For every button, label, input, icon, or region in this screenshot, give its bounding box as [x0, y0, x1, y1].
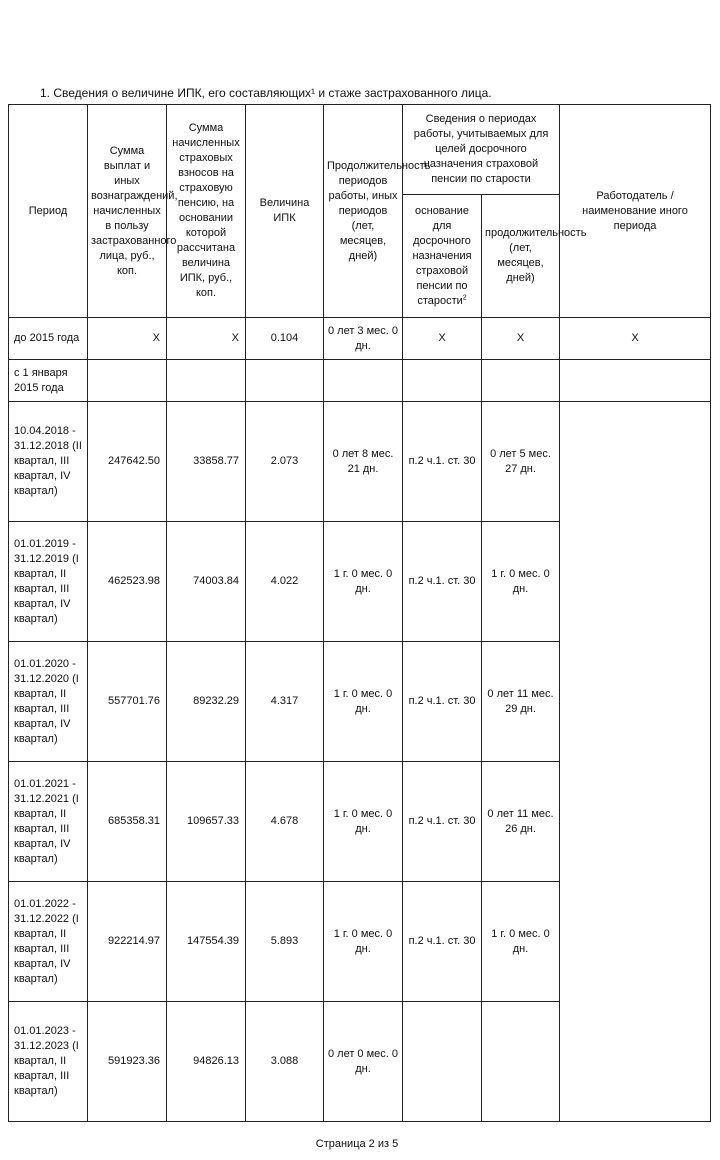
cell-basis — [403, 1002, 482, 1122]
cell-ipk: 0.104 — [246, 318, 324, 360]
cell-early-duration — [482, 360, 560, 402]
cell-payments — [88, 360, 167, 402]
cell-duration: 1 г. 0 мес. 0 дн. — [324, 522, 403, 642]
header-early-duration: продолжительность (лет, месяцев, дней) — [482, 195, 560, 318]
cell-duration: 1 г. 0 мес. 0 дн. — [324, 642, 403, 762]
cell-employer — [560, 522, 711, 642]
cell-early-duration: 0 лет 5 мес. 27 дн. — [482, 402, 560, 522]
cell-duration: 1 г. 0 мес. 0 дн. — [324, 882, 403, 1002]
cell-period: до 2015 года — [9, 318, 88, 360]
cell-contributions: X — [167, 318, 246, 360]
cell-basis: п.2 ч.1. ст. 30 — [403, 882, 482, 1002]
cell-employer — [560, 360, 711, 402]
cell-early-duration: X — [482, 318, 560, 360]
cell-period: 01.01.2022 - 31.12.2022 (I квартал, II квартал, III квартал, IV квартал) — [9, 882, 88, 1002]
header-payments: Сумма выплат и иных вознаграждений, начисленных в пользу застрахованного лица, руб., коп. — [88, 105, 167, 318]
table-row — [9, 318, 711, 360]
table-row — [9, 360, 711, 402]
cell-payments: 922214.97 — [88, 882, 167, 1002]
cell-contributions — [167, 360, 246, 402]
cell-basis: п.2 ч.1. ст. 30 — [403, 402, 482, 522]
cell-early-duration — [482, 1002, 560, 1122]
cell-period: с 1 января 2015 года — [9, 360, 88, 402]
header-period: Период — [9, 105, 88, 318]
cell-early-duration: 1 г. 0 мес. 0 дн. — [482, 882, 560, 1002]
table-row — [9, 522, 711, 642]
header-employer: Работодатель / наименование иного периода — [560, 105, 711, 318]
cell-payments: 247642.50 — [88, 402, 167, 522]
cell-duration: 1 г. 0 мес. 0 дн. — [324, 762, 403, 882]
table-row — [9, 882, 711, 1002]
cell-employer: X — [560, 318, 711, 360]
cell-contributions: 147554.39 — [167, 882, 246, 1002]
cell-ipk: 5.893 — [246, 882, 324, 1002]
cell-ipk: 4.317 — [246, 642, 324, 762]
cell-employer — [560, 642, 711, 762]
cell-contributions: 74003.84 — [167, 522, 246, 642]
cell-employer — [560, 1002, 711, 1122]
cell-early-duration: 0 лет 11 мес. 29 дн. — [482, 642, 560, 762]
cell-employer — [560, 762, 711, 882]
cell-basis: п.2 ч.1. ст. 30 — [403, 642, 482, 762]
header-duration: Продолжительность периодов работы, иных периодов (лет, месяцев, дней) — [324, 105, 403, 318]
cell-basis: X — [403, 318, 482, 360]
cell-early-duration: 0 лет 11 мес. 26 дн. — [482, 762, 560, 882]
cell-payments: X — [88, 318, 167, 360]
cell-period: 01.01.2023 - 31.12.2023 (I квартал, II квартал, III квартал) — [9, 1002, 88, 1122]
cell-ipk: 3.088 — [246, 1002, 324, 1122]
footnote-marker: 2 — [462, 293, 467, 301]
cell-period: 10.04.2018 - 31.12.2018 (II квартал, III квартал, IV квартал) — [9, 402, 88, 522]
cell-duration: 0 лет 8 мес. 21 дн. — [324, 402, 403, 522]
table-row — [9, 402, 711, 522]
ipk-table — [8, 104, 711, 1122]
cell-contributions: 109657.33 — [167, 762, 246, 882]
cell-contributions: 89232.29 — [167, 642, 246, 762]
cell-ipk: 4.678 — [246, 762, 324, 882]
cell-duration — [324, 360, 403, 402]
header-early-basis: основание для досрочного назначения страховой пенсии по старости$^2$ — [403, 195, 482, 318]
cell-basis: п.2 ч.1. ст. 30 — [403, 762, 482, 882]
table-row — [9, 762, 711, 882]
table-row — [9, 1002, 711, 1122]
cell-payments: 685358.31 — [88, 762, 167, 882]
cell-contributions: 33858.77 — [167, 402, 246, 522]
cell-ipk: 2.073 — [246, 402, 324, 522]
section-title: 1. Сведения о величине ИПК, его составляющих¹ и стаже застрахованного лица. — [40, 86, 492, 100]
header-contributions: Сумма начисленных страховых взносов на страховую пенсию, на основании которой рассчитана величина ИПК, руб., коп. — [167, 105, 246, 318]
cell-duration: 0 лет 3 мес. 0 дн. — [324, 318, 403, 360]
cell-period: 01.01.2019 - 31.12.2019 (I квартал, II квартал, III квартал, IV квартал) — [9, 522, 88, 642]
cell-period: 01.01.2021 - 31.12.2021 (I квартал, II квартал, III квартал, IV квартал) — [9, 762, 88, 882]
cell-basis — [403, 360, 482, 402]
cell-contributions: 94826.13 — [167, 1002, 246, 1122]
cell-employer — [560, 882, 711, 1002]
cell-period: 01.01.2020 - 31.12.2020 (I квартал, II квартал, III квартал, IV квартал) — [9, 642, 88, 762]
header-ipk: Величина ИПК — [246, 105, 324, 318]
page-number: Страница 2 из 5 — [315, 1138, 399, 1150]
cell-payments: 462523.98 — [88, 522, 167, 642]
cell-early-duration: 1 г. 0 мес. 0 дн. — [482, 522, 560, 642]
cell-payments: 557701.76 — [88, 642, 167, 762]
cell-basis: п.2 ч.1. ст. 30 — [403, 522, 482, 642]
cell-payments: 591923.36 — [88, 1002, 167, 1122]
cell-duration: 0 лет 0 мес. 0 дн. — [324, 1002, 403, 1122]
cell-ipk — [246, 360, 324, 402]
cell-employer — [560, 402, 711, 522]
table-row — [9, 642, 711, 762]
cell-ipk: 4.022 — [246, 522, 324, 642]
header-early-group: Сведения о периодах работы, учитываемых для целей досрочного назначения страховой пенсии по старости — [403, 105, 560, 195]
